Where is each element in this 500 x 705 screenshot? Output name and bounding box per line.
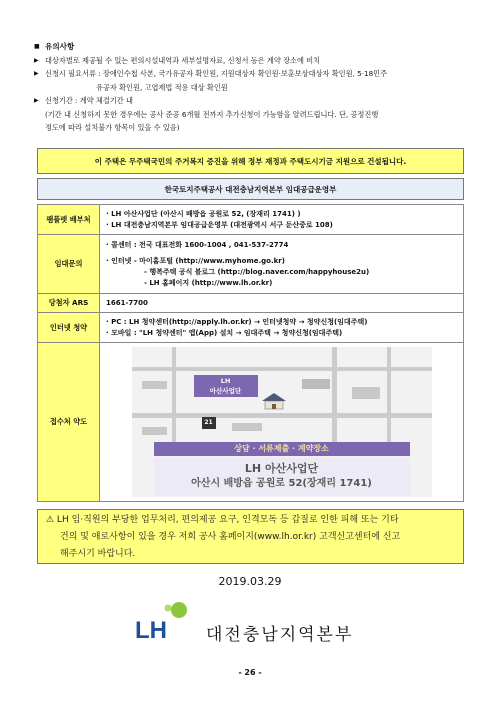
- triangle-bullet-icon: ▶: [34, 97, 39, 104]
- map-road: [172, 347, 176, 442]
- table-row: [38, 343, 464, 502]
- square-bullet-icon: ■: [34, 43, 40, 50]
- ars-label: 당첨자 ARS: [38, 294, 100, 313]
- map-building: [302, 379, 330, 389]
- table-row: [38, 294, 464, 313]
- pamphlet-line: · LH 아산사업단 (아산시 배방읍 공원로 52, (장재리 1741) ): [106, 209, 301, 218]
- pamphlet-label: 팸플렛 배부처: [38, 205, 100, 235]
- triangle-bullet-icon: ▶: [34, 70, 39, 77]
- map-building: [232, 423, 262, 431]
- online-line: · PC : LH 청약센터(http://apply.lh.or.kr) → 인터넷청약 → 청약신청(임대주택): [106, 317, 368, 326]
- table-row: [38, 235, 464, 294]
- map-purpose-bar: 상담 · 서류제출 · 계약장소: [154, 442, 410, 456]
- map-building: [142, 427, 167, 435]
- map-building: [352, 387, 380, 399]
- map-building: [142, 381, 167, 389]
- location-map: [132, 347, 432, 497]
- route-marker: 21: [202, 417, 216, 429]
- note-item-cont: 정도에 따라 설치불가 항목이 있을 수 있음): [45, 123, 180, 132]
- table-row: [38, 313, 464, 343]
- info-table: [37, 204, 464, 502]
- ars-value: 1661-7700: [100, 294, 464, 313]
- map-label: 접수처 약도: [38, 343, 100, 502]
- note-item: ▶ 신청시 필요서류 : 장애인수첩 사본, 국가유공자 확인원, 지원대상자 확인원·보훈보상대상자 확인원, 5·18민주: [34, 67, 474, 81]
- document-date: 2019.03.29: [218, 575, 282, 588]
- svg-text:LH: LH: [135, 617, 167, 642]
- table-row: [38, 205, 464, 235]
- page-number: - 26 -: [238, 668, 262, 677]
- triangle-bullet-icon: ▶: [34, 56, 39, 64]
- note-item: ▶ 신청기간 : 계약 체결기간 내: [34, 94, 474, 108]
- complaint-notice: ⚠ LH 임·직원의 부당한 업무처리, 편의제공 요구, 인격모독 등 갑질로 인한 피해 또는 기타 건의 및 애로사항이 있을 경우 저희 공사 홈페이지(www.lh.or.kr) 고객신고센터에 신고 해주시기 바랍니다.: [37, 509, 464, 564]
- map-address-box: LH 아산사업단 아산시 배방읍 공원로 52(장재리 1741): [154, 458, 410, 496]
- notes-section: [34, 40, 474, 135]
- pamphlet-line: · LH 대전충남지역본부 임대공급운영부 (대전광역시 서구 둔산중로 108): [106, 220, 333, 229]
- online-label: 인터넷 청약: [38, 313, 100, 343]
- map-road: [387, 347, 391, 442]
- inquiry-line: - LH 홈페이지 (http://www.lh.or.kr): [144, 278, 273, 287]
- house-icon: [260, 392, 288, 410]
- note-item: ▶ 대상자별로 제공될 수 있는 편의시설내역과 세부설명자료, 신청서 등은 계약 장소에 비치: [34, 54, 474, 68]
- inquiry-label: 임대문의: [38, 235, 100, 294]
- inquiry-line: - 행복주택 공식 블로그 (http://blog.naver.com/happyhouse2u): [144, 267, 370, 276]
- bureau-name: 대전충남지역본부: [206, 625, 354, 645]
- lh-logo-icon: [135, 600, 190, 642]
- org-title: 한국토지주택공사 대전충남지역본부 임대공급운영부: [37, 178, 464, 200]
- note-item-cont: (기간 내 신청하지 못한 경우에는 공사 준공 6개월 전까지 추가신청이 가능함을 알려드립니다. 단, 공정진행: [45, 109, 379, 119]
- notes-heading: 유의사항: [45, 42, 75, 51]
- inquiry-line: · 콜센터 : 전국 대표전화 1600-1004 , 041-537-2774: [106, 240, 289, 249]
- lh-office-sign: LH 아산사업단: [194, 375, 258, 397]
- inquiry-line: · 인터넷 - 마이홈포털 (http://www.myhome.go.kr): [106, 256, 285, 265]
- map-road: [332, 347, 337, 442]
- funding-banner: 이 주택은 무주택국민의 주거복지 증진을 위해 정부 재정과 주택도시기금 지원으로 건설됩니다.: [37, 148, 464, 174]
- note-item-cont: 유공자 확인원, 고엽제법 적용 대상 확인원: [96, 82, 228, 92]
- online-line: · 모바일 : "LH 청약센터" 앱(App) 설치 → 임대주택 → 청약신청(임대주택): [106, 328, 343, 337]
